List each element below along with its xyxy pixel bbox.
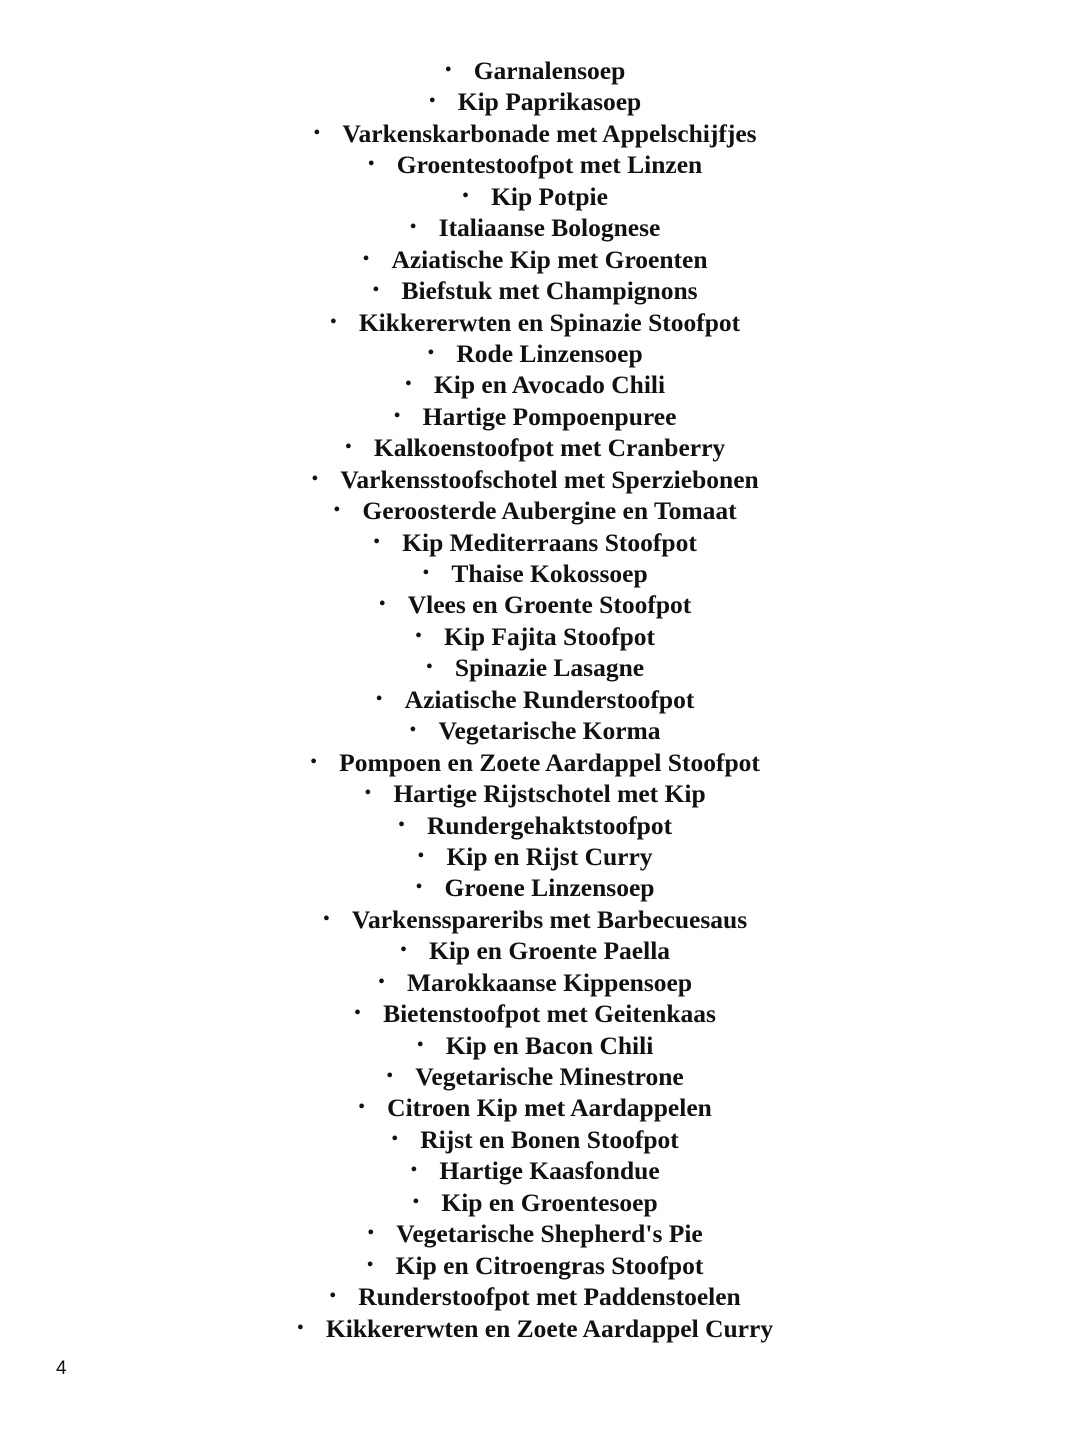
bullet-icon: • [362,247,370,270]
recipe-name: Kip Mediterraans Stoofpot [402,527,697,557]
recipe-item [0,244,1070,275]
recipe-name: Aziatische Runderstoofpot [404,684,695,714]
bullet-icon: • [367,1222,375,1245]
recipe-item [0,275,1070,306]
recipe-item [0,464,1070,495]
recipe-name: Hartige Rijstschotel met Kip [393,779,706,809]
bullet-icon: • [427,341,435,364]
recipe-item [0,55,1070,86]
recipe-name: Rijst en Bonen Stoofpot [420,1124,679,1154]
recipe-name: Italiaanse Bolognese [438,213,661,243]
recipe-name: Hartige Kaasfondue [439,1156,660,1186]
recipe-item [0,1155,1070,1186]
recipe-item [0,778,1070,809]
recipe-item [0,558,1070,589]
recipe-name: Citroen Kip met Aardappelen [387,1093,712,1123]
recipe-item [0,1218,1070,1249]
recipe-name: Vegetarische Korma [438,716,661,746]
bullet-icon: • [329,1285,337,1308]
bullet-icon: • [311,467,319,490]
bullet-icon: • [397,813,405,836]
recipe-item [0,432,1070,463]
bullet-icon: • [358,1096,366,1119]
recipe-name: Kikkererwten en Zoete Aardappel Curry [325,1313,774,1343]
recipe-item [0,621,1070,652]
recipe-name: Varkenskarbonade met Appelschijfjes [342,118,757,148]
recipe-item [0,338,1070,369]
recipe-name: Vegetarische Shepherd's Pie [396,1219,703,1249]
bullet-icon: • [377,970,385,993]
bullet-icon: • [393,404,401,427]
recipe-name: Spinazie Lasagne [454,653,645,683]
bullet-icon: • [410,1159,418,1182]
recipe-name: Kikkererwten en Spinazie Stoofpot [358,307,741,337]
recipe-item [0,212,1070,243]
recipe-item [0,1281,1070,1312]
recipe-item [0,149,1070,180]
recipe-item [0,1250,1070,1281]
recipe-item [0,935,1070,966]
bullet-icon: • [444,59,452,81]
recipe-item [0,86,1070,117]
recipe-item [0,1092,1070,1123]
bullet-icon: • [404,373,412,396]
recipe-item [0,369,1070,400]
bullet-icon: • [415,876,423,899]
recipe-item [0,118,1070,149]
recipe-item [0,967,1070,998]
bullet-icon: • [367,153,375,176]
recipe-item [0,841,1070,872]
bullet-icon: • [428,90,436,113]
recipe-name: Kip en Bacon Chili [445,1030,654,1060]
recipe-item [0,684,1070,715]
bullet-icon: • [344,436,352,459]
recipe-item [0,872,1070,903]
recipe-name: Marokkaanse Kippensoep [406,967,693,997]
recipe-name: Kip en Rijst Curry [446,841,653,871]
recipe-name: Groentestoofpot met Linzen [396,150,703,180]
bullet-icon: • [372,279,380,302]
bullet-icon: • [366,1253,374,1276]
bullet-icon: • [329,310,337,333]
recipe-item [0,1124,1070,1155]
recipe-item [0,1030,1070,1061]
recipe-item [0,1187,1070,1218]
recipe-name: Vegetarische Minestrone [415,1062,684,1091]
recipe-item [0,495,1070,526]
bullet-icon: • [296,1316,304,1339]
recipe-item [0,181,1070,212]
recipe-name: Pompoen en Zoete Aardappel Stoofpot [339,747,760,777]
bullet-icon: • [391,1127,399,1150]
bullet-icon: • [417,844,425,867]
recipe-name: Hartige Pompoenpuree [422,401,677,431]
recipe-item [0,1061,1070,1092]
recipe-name: Kip en Groente Paella [428,936,671,966]
recipe-item [0,747,1070,778]
recipe-name: Vlees en Groente Stoofpot [407,590,692,620]
bullet-icon: • [354,1002,362,1025]
bullet-icon: • [322,907,330,930]
bullet-icon: • [373,530,381,553]
bullet-icon: • [409,216,417,239]
bullet-icon: • [310,750,318,773]
recipe-name: Kip en Groentesoep [441,1187,658,1217]
recipe-name: Runderstoofpot met Paddenstoelen [358,1282,741,1312]
recipe-name: Aziatische Kip met Groenten [391,244,708,274]
bullet-icon: • [378,593,386,616]
recipe-name: Rundergehaktstoofpot [426,810,673,840]
bullet-icon: • [409,719,417,742]
bullet-icon: • [416,1033,424,1056]
recipe-name: Kip en Avocado Chili [433,370,666,400]
page-number: 4 [56,1358,67,1379]
recipe-item [0,1313,1070,1344]
recipe-name: Varkensstoofschotel met Sperziebonen [340,464,759,494]
bullet-icon: • [386,1065,394,1087]
recipe-item [0,401,1070,432]
bullet-icon: • [462,184,470,207]
recipe-item [0,904,1070,935]
recipe-item [0,589,1070,620]
recipe-name: Kip Paprikasoep [457,87,642,117]
recipe-name: Geroosterde Aubergine en Tomaat [362,496,737,526]
recipe-name: Garnalensoep [473,56,626,85]
recipe-name: Kip Fajita Stoofpot [443,621,656,651]
recipe-list [0,55,1070,1344]
recipe-item [0,810,1070,841]
bullet-icon: • [425,656,433,679]
recipe-item [0,527,1070,558]
recipe-name: Groene Linzensoep [444,873,655,903]
bullet-icon: • [414,624,422,647]
bullet-icon: • [364,782,372,805]
bullet-icon: • [399,939,407,962]
recipe-name: Varkensspareribs met Barbecuesaus [351,904,748,934]
recipe-name: Kalkoenstoofpot met Cranberry [373,433,726,463]
bullet-icon: • [375,687,383,710]
bullet-icon: • [333,499,341,522]
recipe-item [0,652,1070,683]
recipe-item [0,715,1070,746]
bullet-icon: • [313,121,321,144]
recipe-name: Kip en Citroengras Stoofpot [395,1250,704,1280]
recipe-name: Rode Linzensoep [456,338,643,368]
recipe-name: Kip Potpie [491,181,608,211]
recipe-name: Bietenstoofpot met Geitenkaas [383,999,716,1029]
recipe-item [0,998,1070,1029]
bullet-icon: • [412,1190,420,1213]
recipe-name: Biefstuk met Champignons [401,276,698,306]
recipe-name: Thaise Kokossoep [451,559,648,588]
recipe-item [0,307,1070,338]
bullet-icon: • [422,562,430,584]
